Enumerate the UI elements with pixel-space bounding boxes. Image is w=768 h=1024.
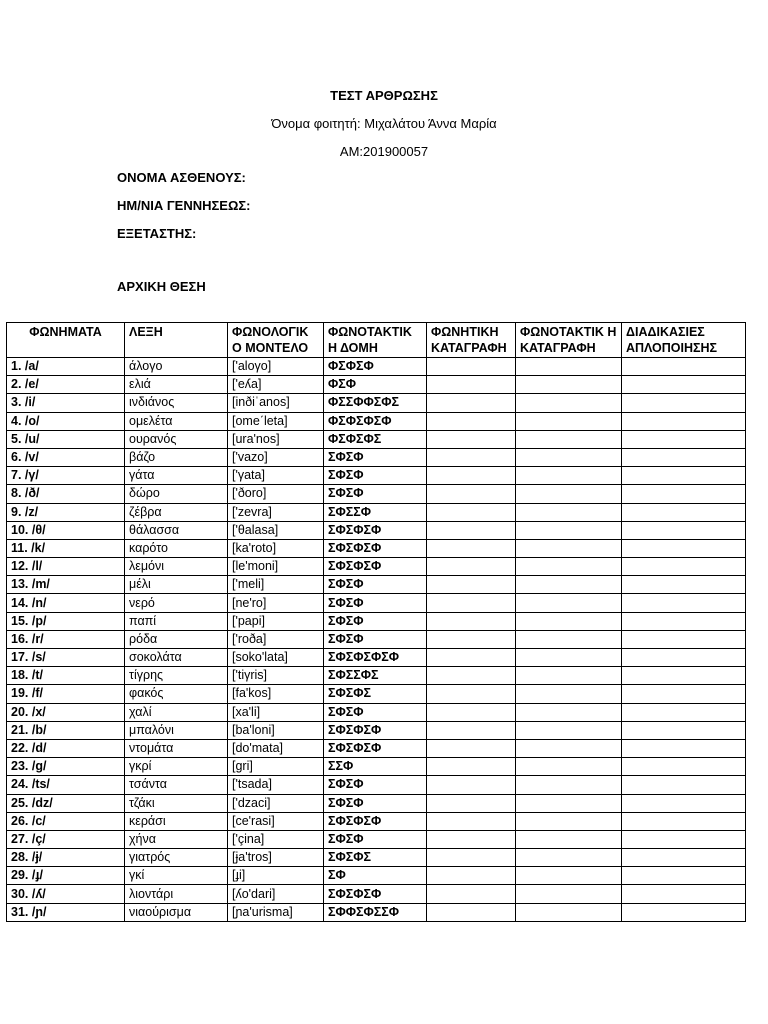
word-cell: λεμόνι xyxy=(125,558,228,576)
phonotactic-structure-cell: ΣΦΣΦ xyxy=(324,776,427,794)
phoneme-cell: 23. /g/ xyxy=(7,758,125,776)
phonetic-transcription-cell[interactable] xyxy=(427,703,516,721)
simplification-processes-cell[interactable] xyxy=(622,358,746,376)
phonotactic-structure-cell: ΣΦΦΣΦΣΣΦ xyxy=(324,903,427,921)
simplification-processes-cell[interactable] xyxy=(622,739,746,757)
table-header-row xyxy=(7,323,746,358)
phonotactic-structure-cell: ΣΦΣΦΣ xyxy=(324,849,427,867)
phonetic-transcription-cell[interactable] xyxy=(427,903,516,921)
simplification-processes-cell[interactable] xyxy=(622,794,746,812)
table-row xyxy=(7,521,746,539)
phonetic-transcription-cell[interactable] xyxy=(427,685,516,703)
phonological-model-cell: [do'mata] xyxy=(228,739,324,757)
table-row xyxy=(7,358,746,376)
table-row xyxy=(7,467,746,485)
phonotactic-transcription-cell[interactable] xyxy=(516,867,622,885)
simplification-processes-cell[interactable] xyxy=(622,721,746,739)
phonotactic-transcription-cell[interactable] xyxy=(516,467,622,485)
phonotactic-transcription-cell[interactable] xyxy=(516,739,622,757)
phonetic-transcription-cell[interactable] xyxy=(427,830,516,848)
phonological-model-cell: [ka'roto] xyxy=(228,539,324,557)
header-phonotactic-transcription: ΦΩΝΟΤΑΚΤΙΚ Η ΚΑΤΑΓΡΑΦΗ xyxy=(516,323,622,358)
phonotactic-structure-cell: ΣΦΣΦΣΦ xyxy=(324,558,427,576)
phoneme-cell: 9. /z/ xyxy=(7,503,125,521)
header-phonotactic-structure: ΦΩΝΟΤΑΚΤΙΚ Η ΔΟΜΗ xyxy=(324,323,427,358)
phonotactic-transcription-cell[interactable] xyxy=(516,667,622,685)
table-row xyxy=(7,703,746,721)
phonotactic-structure-cell: ΣΦΣΦΣ xyxy=(324,685,427,703)
phonotactic-structure-cell: ΣΦΣΦ xyxy=(324,630,427,648)
phonological-model-cell: [soko'lata] xyxy=(228,649,324,667)
phoneme-cell: 29. /ɟ/ xyxy=(7,867,125,885)
phonological-model-cell: [ce'rasi] xyxy=(228,812,324,830)
phoneme-cell: 16. /r/ xyxy=(7,630,125,648)
simplification-processes-cell[interactable] xyxy=(622,412,746,430)
phonotactic-structure-cell: ΦΣΣΦΦΣΦΣ xyxy=(324,394,427,412)
table-row xyxy=(7,739,746,757)
table-row xyxy=(7,485,746,503)
phonotactic-transcription-cell[interactable] xyxy=(516,503,622,521)
word-cell: ρόδα xyxy=(125,630,228,648)
examiner-label: ΕΞΕΤΑΣΤΗΣ: xyxy=(117,226,197,241)
position-heading: ΑΡΧΙΚΗ ΘΕΣΗ xyxy=(117,279,206,294)
phonotactic-transcription-cell[interactable] xyxy=(516,594,622,612)
phonological-model-cell: ['θalasa] xyxy=(228,521,324,539)
phoneme-cell: 21. /b/ xyxy=(7,721,125,739)
table-row xyxy=(7,721,746,739)
simplification-processes-cell[interactable] xyxy=(622,812,746,830)
word-cell: σοκολάτα xyxy=(125,649,228,667)
phoneme-cell: 3. /i/ xyxy=(7,394,125,412)
phonological-model-cell: [omeˊleta] xyxy=(228,412,324,430)
simplification-processes-cell[interactable] xyxy=(622,830,746,848)
phonotactic-structure-cell: ΣΦΣΣΦ xyxy=(324,503,427,521)
simplification-processes-cell[interactable] xyxy=(622,903,746,921)
phoneme-cell: 31. /ɲ/ xyxy=(7,903,125,921)
table-row xyxy=(7,667,746,685)
simplification-processes-cell[interactable] xyxy=(622,576,746,594)
phonological-model-cell: ['papi] xyxy=(228,612,324,630)
phonotactic-structure-cell: ΣΦΣΦ xyxy=(324,576,427,594)
phonotactic-transcription-cell[interactable] xyxy=(516,539,622,557)
simplification-processes-cell[interactable] xyxy=(622,685,746,703)
phoneme-cell: 10. /θ/ xyxy=(7,521,125,539)
phoneme-cell: 25. /dz/ xyxy=(7,794,125,812)
phonotactic-structure-cell: ΣΦΣΦΣΦ xyxy=(324,885,427,903)
phonological-model-cell: ['tsada] xyxy=(228,776,324,794)
simplification-processes-cell[interactable] xyxy=(622,558,746,576)
table-row xyxy=(7,812,746,830)
word-cell: καρότο xyxy=(125,539,228,557)
simplification-processes-cell[interactable] xyxy=(622,394,746,412)
phonotactic-transcription-cell[interactable] xyxy=(516,430,622,448)
phonological-model-cell: ['eʎa] xyxy=(228,376,324,394)
table-row xyxy=(7,867,746,885)
phoneme-cell: 14. /n/ xyxy=(7,594,125,612)
phonetic-transcription-cell[interactable] xyxy=(427,539,516,557)
phoneme-cell: 17. /s/ xyxy=(7,649,125,667)
word-cell: μπαλόνι xyxy=(125,721,228,739)
phonotactic-structure-cell: ΣΣΦ xyxy=(324,758,427,776)
word-cell: γκί xyxy=(125,867,228,885)
header-word: ΛΕΞΗ xyxy=(125,323,228,358)
phoneme-cell: 19. /f/ xyxy=(7,685,125,703)
simplification-processes-cell[interactable] xyxy=(622,758,746,776)
word-cell: θάλασσα xyxy=(125,521,228,539)
phoneme-cell: 22. /d/ xyxy=(7,739,125,757)
phonotactic-structure-cell: ΣΦΣΦ xyxy=(324,794,427,812)
simplification-processes-cell[interactable] xyxy=(622,376,746,394)
phoneme-cell: 24. /ts/ xyxy=(7,776,125,794)
table-row xyxy=(7,758,746,776)
word-cell: τσάντα xyxy=(125,776,228,794)
phonotactic-transcription-cell[interactable] xyxy=(516,721,622,739)
phonotactic-structure-cell: ΦΣΦΣΦΣΦ xyxy=(324,412,427,430)
phonological-model-cell: ['dzaci] xyxy=(228,794,324,812)
phoneme-cell: 28. /ɉ/ xyxy=(7,849,125,867)
phonetic-transcription-cell[interactable] xyxy=(427,885,516,903)
phonetic-transcription-cell[interactable] xyxy=(427,776,516,794)
table-row xyxy=(7,649,746,667)
simplification-processes-cell[interactable] xyxy=(622,521,746,539)
phonotactic-structure-cell: ΣΦΣΦΣΦΣΦ xyxy=(324,649,427,667)
simplification-processes-cell[interactable] xyxy=(622,703,746,721)
word-cell: μέλι xyxy=(125,576,228,594)
phonological-model-cell: ['roða] xyxy=(228,630,324,648)
student-name: Όνομα φοιτητή: Μιχαλάτου Άννα Μαρία xyxy=(271,116,497,131)
phoneme-cell: 2. /e/ xyxy=(7,376,125,394)
phonetic-transcription-cell[interactable] xyxy=(427,430,516,448)
word-cell: κεράσι xyxy=(125,812,228,830)
table-row xyxy=(7,612,746,630)
word-cell: τζάκι xyxy=(125,794,228,812)
phonetic-transcription-cell[interactable] xyxy=(427,630,516,648)
phonotactic-structure-cell: ΣΦΣΦΣΦ xyxy=(324,521,427,539)
patient-name-label: ΟΝΟΜΑ ΑΣΘΕΝΟΥΣ: xyxy=(117,170,246,185)
phoneme-cell: 5. /u/ xyxy=(7,430,125,448)
phonetic-transcription-cell[interactable] xyxy=(427,649,516,667)
phoneme-cell: 7. /γ/ xyxy=(7,467,125,485)
phonetic-transcription-cell[interactable] xyxy=(427,867,516,885)
table-row xyxy=(7,394,746,412)
document-title: ΤΕΣΤ ΑΡΘΡΩΣΗΣ xyxy=(330,88,438,103)
phonotactic-transcription-cell[interactable] xyxy=(516,521,622,539)
student-id: ΑΜ:201900057 xyxy=(339,144,429,159)
phonotactic-transcription-cell[interactable] xyxy=(516,830,622,848)
simplification-processes-cell[interactable] xyxy=(622,594,746,612)
table-row xyxy=(7,376,746,394)
phonotactic-transcription-cell[interactable] xyxy=(516,794,622,812)
phonetic-transcription-cell[interactable] xyxy=(427,849,516,867)
phonotactic-transcription-cell[interactable] xyxy=(516,885,622,903)
word-cell: άλογο xyxy=(125,358,228,376)
simplification-processes-cell[interactable] xyxy=(622,612,746,630)
phonetic-transcription-cell[interactable] xyxy=(427,558,516,576)
table-row xyxy=(7,830,746,848)
word-cell: ντομάτα xyxy=(125,739,228,757)
phonetic-transcription-cell[interactable] xyxy=(427,612,516,630)
phonological-model-cell: [ura'nos] xyxy=(228,430,324,448)
word-cell: φακός xyxy=(125,685,228,703)
word-cell: βάζο xyxy=(125,448,228,466)
phonological-model-cell: [ba'loni] xyxy=(228,721,324,739)
phonetic-transcription-cell[interactable] xyxy=(427,467,516,485)
phonotactic-transcription-cell[interactable] xyxy=(516,812,622,830)
birth-date-label: ΗΜ/ΝΙΑ ΓΕΝΝΗΣΕΩΣ: xyxy=(117,198,251,213)
phonotactic-structure-cell: ΦΣΦ xyxy=(324,376,427,394)
word-cell: λιοντάρι xyxy=(125,885,228,903)
phonotactic-transcription-cell[interactable] xyxy=(516,649,622,667)
simplification-processes-cell[interactable] xyxy=(622,776,746,794)
simplification-processes-cell[interactable] xyxy=(622,430,746,448)
table-row xyxy=(7,849,746,867)
phoneme-cell: 26. /c/ xyxy=(7,812,125,830)
phonotactic-transcription-cell[interactable] xyxy=(516,758,622,776)
phonotactic-structure-cell: ΦΣΦΣΦ xyxy=(324,358,427,376)
phonotactic-structure-cell: ΣΦΣΦΣΦ xyxy=(324,721,427,739)
phonological-model-cell: [le'moni] xyxy=(228,558,324,576)
phonotactic-transcription-cell[interactable] xyxy=(516,612,622,630)
phonotactic-transcription-cell[interactable] xyxy=(516,576,622,594)
table-row xyxy=(7,685,746,703)
table-row xyxy=(7,776,746,794)
phonetic-transcription-cell[interactable] xyxy=(427,503,516,521)
phonological-model-cell: [ʎo'dari] xyxy=(228,885,324,903)
phonotactic-structure-cell: ΣΦΣΦ xyxy=(324,594,427,612)
word-cell: δώρο xyxy=(125,485,228,503)
phonotactic-structure-cell: ΣΦΣΦ xyxy=(324,612,427,630)
table-row xyxy=(7,576,746,594)
phonotactic-structure-cell: ΣΦΣΦΣΦ xyxy=(324,812,427,830)
phoneme-cell: 30. /ʎ/ xyxy=(7,885,125,903)
phoneme-cell: 12. /l/ xyxy=(7,558,125,576)
phonetic-transcription-cell[interactable] xyxy=(427,812,516,830)
phonotactic-transcription-cell[interactable] xyxy=(516,376,622,394)
phonotactic-transcription-cell[interactable] xyxy=(516,558,622,576)
word-cell: τίγρης xyxy=(125,667,228,685)
word-cell: νερό xyxy=(125,594,228,612)
table-row xyxy=(7,539,746,557)
word-cell: ελιά xyxy=(125,376,228,394)
phonological-model-cell: [ne'ro] xyxy=(228,594,324,612)
simplification-processes-cell[interactable] xyxy=(622,867,746,885)
table-row xyxy=(7,503,746,521)
table-row xyxy=(7,412,746,430)
phonological-model-cell: ['zevra] xyxy=(228,503,324,521)
simplification-processes-cell[interactable] xyxy=(622,849,746,867)
phonetic-transcription-cell[interactable] xyxy=(427,521,516,539)
phonotactic-structure-cell: ΣΦΣΦΣΦ xyxy=(324,539,427,557)
phonotactic-structure-cell: ΣΦΣΦ xyxy=(324,467,427,485)
table-row xyxy=(7,558,746,576)
word-cell: γιατρός xyxy=(125,849,228,867)
simplification-processes-cell[interactable] xyxy=(622,630,746,648)
phonological-model-cell: ['meli] xyxy=(228,576,324,594)
articulation-test-table xyxy=(6,322,746,922)
phonological-model-cell: [ɉa'tros] xyxy=(228,849,324,867)
phonological-model-cell: ['ðoro] xyxy=(228,485,324,503)
table-body xyxy=(7,358,746,922)
word-cell: νιαούρισμα xyxy=(125,903,228,921)
word-cell: ινδιάνος xyxy=(125,394,228,412)
phonotactic-transcription-cell[interactable] xyxy=(516,448,622,466)
phonotactic-structure-cell: ΣΦΣΦ xyxy=(324,830,427,848)
phonotactic-structure-cell: ΣΦ xyxy=(324,867,427,885)
phonotactic-transcription-cell[interactable] xyxy=(516,412,622,430)
simplification-processes-cell[interactable] xyxy=(622,885,746,903)
phonetic-transcription-cell[interactable] xyxy=(427,376,516,394)
simplification-processes-cell[interactable] xyxy=(622,448,746,466)
phonotactic-structure-cell: ΣΦΣΦ xyxy=(324,703,427,721)
phonetic-transcription-cell[interactable] xyxy=(427,358,516,376)
simplification-processes-cell[interactable] xyxy=(622,539,746,557)
phonotactic-transcription-cell[interactable] xyxy=(516,703,622,721)
table-row xyxy=(7,448,746,466)
simplification-processes-cell[interactable] xyxy=(622,467,746,485)
simplification-processes-cell[interactable] xyxy=(622,649,746,667)
word-cell: παπί xyxy=(125,612,228,630)
word-cell: ζέβρα xyxy=(125,503,228,521)
phonological-model-cell: [ɟi] xyxy=(228,867,324,885)
table-row xyxy=(7,430,746,448)
phonological-model-cell: [fa'kos] xyxy=(228,685,324,703)
simplification-processes-cell[interactable] xyxy=(622,503,746,521)
phoneme-cell: 13. /m/ xyxy=(7,576,125,594)
word-cell: γάτα xyxy=(125,467,228,485)
header-phonological-model: ΦΩΝΟΛΟΓΙΚ Ο ΜΟΝΤΕΛΟ xyxy=(228,323,324,358)
word-cell: ουρανός xyxy=(125,430,228,448)
phonotactic-transcription-cell[interactable] xyxy=(516,849,622,867)
header-phonemes: ΦΩΝΗΜΑΤΑ xyxy=(7,323,125,358)
phonological-model-cell: [ɲa'urisma] xyxy=(228,903,324,921)
phonotactic-structure-cell: ΦΣΦΣΦΣ xyxy=(324,430,427,448)
word-cell: χαλί xyxy=(125,703,228,721)
phoneme-cell: 27. /ç/ xyxy=(7,830,125,848)
phonotactic-transcription-cell[interactable] xyxy=(516,630,622,648)
phonological-model-cell: ['γata] xyxy=(228,467,324,485)
phonetic-transcription-cell[interactable] xyxy=(427,794,516,812)
phonotactic-structure-cell: ΣΦΣΦ xyxy=(324,448,427,466)
word-cell: γκρί xyxy=(125,758,228,776)
phonological-model-cell: ['vazo] xyxy=(228,448,324,466)
header-simplification-processes: ΔΙΑΔΙΚΑΣΙΕΣ ΑΠΛΟΠΟΙΗΣΗΣ xyxy=(622,323,746,358)
phoneme-cell: 11. /k/ xyxy=(7,539,125,557)
table-row xyxy=(7,594,746,612)
phonetic-transcription-cell[interactable] xyxy=(427,485,516,503)
phoneme-cell: 1. /a/ xyxy=(7,358,125,376)
phonotactic-transcription-cell[interactable] xyxy=(516,776,622,794)
table-row xyxy=(7,794,746,812)
phonetic-transcription-cell[interactable] xyxy=(427,739,516,757)
word-cell: χήνα xyxy=(125,830,228,848)
phonetic-transcription-cell[interactable] xyxy=(427,394,516,412)
simplification-processes-cell[interactable] xyxy=(622,485,746,503)
phonetic-transcription-cell[interactable] xyxy=(427,448,516,466)
phoneme-cell: 15. /p/ xyxy=(7,612,125,630)
phonetic-transcription-cell[interactable] xyxy=(427,758,516,776)
phoneme-cell: 20. /x/ xyxy=(7,703,125,721)
word-cell: ομελέτα xyxy=(125,412,228,430)
phonotactic-structure-cell: ΣΦΣΦ xyxy=(324,485,427,503)
phonotactic-transcription-cell[interactable] xyxy=(516,685,622,703)
header-phonetic-transcription: ΦΩΝΗΤΙΚΗ ΚΑΤΑΓΡΑΦΗ xyxy=(427,323,516,358)
phonetic-transcription-cell[interactable] xyxy=(427,412,516,430)
phoneme-cell: 6. /v/ xyxy=(7,448,125,466)
phonotactic-transcription-cell[interactable] xyxy=(516,394,622,412)
phonetic-transcription-cell[interactable] xyxy=(427,721,516,739)
phonetic-transcription-cell[interactable] xyxy=(427,594,516,612)
phonological-model-cell: [xa'li] xyxy=(228,703,324,721)
phonetic-transcription-cell[interactable] xyxy=(427,667,516,685)
phonotactic-transcription-cell[interactable] xyxy=(516,358,622,376)
phonological-model-cell: ['aloγo] xyxy=(228,358,324,376)
phonological-model-cell: ['tiγris] xyxy=(228,667,324,685)
phonetic-transcription-cell[interactable] xyxy=(427,576,516,594)
phonological-model-cell: ['çina] xyxy=(228,830,324,848)
phonotactic-transcription-cell[interactable] xyxy=(516,903,622,921)
simplification-processes-cell[interactable] xyxy=(622,667,746,685)
phonological-model-cell: [inðiˈanos] xyxy=(228,394,324,412)
table-row xyxy=(7,885,746,903)
phonotactic-structure-cell: ΣΦΣΣΦΣ xyxy=(324,667,427,685)
table-row xyxy=(7,903,746,921)
table-row xyxy=(7,630,746,648)
phonological-model-cell: [gri] xyxy=(228,758,324,776)
phoneme-cell: 8. /ð/ xyxy=(7,485,125,503)
phoneme-cell: 4. /o/ xyxy=(7,412,125,430)
phonotactic-structure-cell: ΣΦΣΦΣΦ xyxy=(324,739,427,757)
phonotactic-transcription-cell[interactable] xyxy=(516,485,622,503)
phoneme-cell: 18. /t/ xyxy=(7,667,125,685)
